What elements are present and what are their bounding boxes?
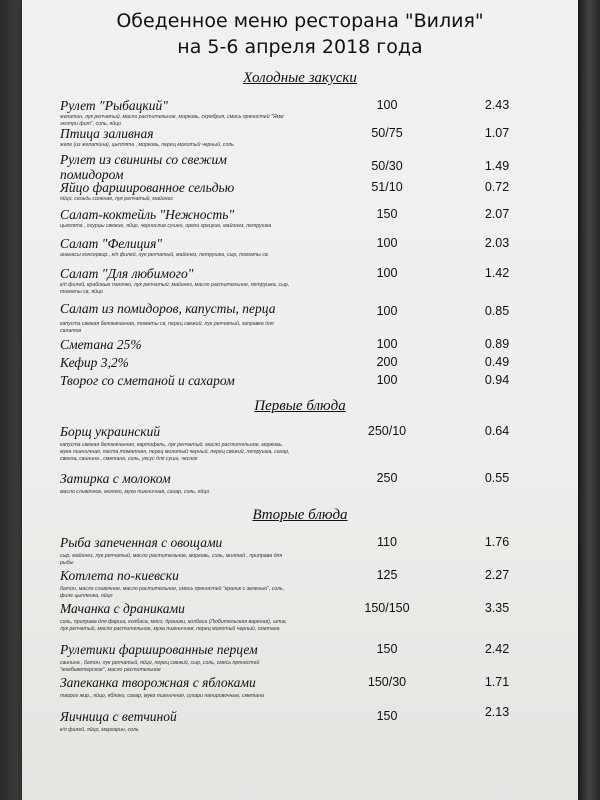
item-weight: 100 <box>376 266 398 280</box>
item-weight: 150 <box>376 207 398 221</box>
item-ingredients: батон, масло сливочное, масло растительное, смесь пряностей "кралик с зеленью", соль, филе цыпленка, яйцо <box>60 586 285 599</box>
item-price: 0.85 <box>484 304 510 318</box>
menu-item <box>60 180 560 203</box>
item-price: 1.71 <box>484 675 510 689</box>
item-name: Мачанка с драниками <box>60 601 185 616</box>
item-price: 2.42 <box>484 642 510 656</box>
item-name: Рулет "Рыбацкий" <box>60 98 168 113</box>
item-price: 2.03 <box>484 236 510 250</box>
item-price: 1.49 <box>484 159 510 173</box>
item-weight: 50/30 <box>371 159 403 173</box>
item-ingredients: сыр, майонез, лук репчатый, масло растительное, морковь, соль, минтай , приправа для рыбы <box>60 553 283 566</box>
menu-item <box>60 236 560 259</box>
item-ingredients: свинина , батон, лук репчатый, яйцо, перец свежий, сыр, соль, смесь пряностей "комбиветерское", масло растительное <box>60 660 260 673</box>
item-ingredients: цыплята , огурцы свежие, яйцо, чернослив сушен, орехи грецкие, майонез, петрушка <box>60 223 272 229</box>
item-name: Сметана 25% <box>60 337 142 352</box>
item-ingredients: ананасы консервир., к/п филей, лук репчатый, майонез, петрушка, сыр, томаты св. <box>60 252 270 258</box>
section-first-courses: Первые блюда <box>254 398 346 414</box>
item-price: 2.13 <box>484 705 510 719</box>
item-ingredients: желатин, лук репчатый, масло растительное, морковь, скумбрия, смесь пряностей "Ямм экотри фит", соль, яйцо <box>60 114 284 127</box>
item-weight: 50/75 <box>371 126 403 140</box>
item-ingredients: масло сливочное, молоко, мука пшеничная, сахар, соль, яйцо <box>60 489 210 495</box>
menu-item <box>60 705 560 734</box>
item-weight: 150 <box>376 709 398 723</box>
item-name: Салат "Фелиция" <box>60 236 163 251</box>
menu-item <box>60 207 560 230</box>
item-price: 1.76 <box>484 535 510 549</box>
item-price: 0.64 <box>484 424 510 438</box>
item-weight: 150/30 <box>367 675 407 689</box>
item-name: Салат из помидоров, капусты, перца <box>60 301 276 316</box>
item-weight: 200 <box>376 355 398 369</box>
item-price: 0.72 <box>484 180 510 194</box>
item-name: Птица заливная <box>60 126 154 141</box>
item-price: 0.94 <box>484 373 510 387</box>
item-weight: 250/10 <box>367 424 407 438</box>
item-weight: 100 <box>376 373 398 387</box>
item-name: Кефир 3,2% <box>60 355 129 370</box>
item-ingredients: яйцо, сельдь соленая, лук репчатый, майонез <box>60 196 173 202</box>
item-price: 3.35 <box>484 601 510 615</box>
menu-item <box>60 535 560 567</box>
item-name: Рулет из свинины со свежим помидором <box>60 152 227 182</box>
item-price: 0.49 <box>484 355 510 369</box>
item-name: Салат "Для любимого" <box>60 266 194 281</box>
menu-title: Обеденное меню ресторана "Вилия" <box>116 10 484 32</box>
item-price: 2.07 <box>484 207 510 221</box>
menu-item <box>60 266 560 296</box>
item-name: Яичница с ветчиной <box>60 709 177 724</box>
menu-item <box>60 601 560 633</box>
item-ingredients: капуста свежая белокачанная, картофель, лук репчатый, масло растительное, морковь, мука пшеничная, паста томатная, перец молотый черный, перец свежий, петрушка, сахар, свекла, свинина , сметана, соль, уксус для суши, чеснок <box>60 442 290 462</box>
item-ingredients: творог жир., яйцо, яблоки, сахар, мука пшеничная, сухари панировочные, сметана <box>60 693 264 699</box>
item-name: Запеканка творожная с яблоками <box>60 675 256 690</box>
menu-sheet <box>22 0 578 800</box>
item-weight: 150/150 <box>364 601 410 615</box>
menu-date: на 5-6 апреля 2018 года <box>177 36 423 58</box>
menu-item <box>60 98 560 128</box>
item-weight: 150 <box>376 642 398 656</box>
item-name: Котлета по-киевски <box>60 568 179 583</box>
item-price: 2.27 <box>484 568 510 582</box>
item-name: Творог со сметаной и сахаром <box>60 373 235 388</box>
item-price: 0.89 <box>484 337 510 351</box>
item-name: Затирка с молоком <box>60 471 171 486</box>
menu-item <box>60 568 560 600</box>
item-weight: 100 <box>376 304 398 318</box>
menu-item <box>60 373 560 388</box>
item-name: Яйцо фаршированное сельдью <box>60 180 235 195</box>
item-name: Салат-коктейль "Нежность" <box>60 207 235 222</box>
item-ingredients: к/п филей, крабовые палочки, лук репчатый, майонез, масло растительное, петрушка, сыр, томаты св, яйцо <box>60 282 290 295</box>
section-second-courses: Вторые блюда <box>252 507 348 523</box>
item-name: Рулетики фаршированные перцем <box>60 642 258 657</box>
item-name: Рыба запеченная с овощами <box>60 535 223 550</box>
menu-binder-edge <box>578 0 600 800</box>
item-weight: 100 <box>376 337 398 351</box>
item-weight: 110 <box>377 535 397 549</box>
menu-item <box>60 675 560 700</box>
item-weight: 100 <box>376 98 398 112</box>
menu-item <box>60 642 560 674</box>
item-ingredients: желе (из желатина), цыплята , морковь, перец молотый черный, соль <box>60 142 234 148</box>
item-name: Борщ украинский <box>60 424 161 439</box>
item-weight: 100 <box>376 236 398 250</box>
menu-item <box>60 126 560 149</box>
section-cold-appetizers: Холодные закуски <box>243 70 357 86</box>
item-ingredients: соль, приправа для фарша, колбаса, мясо, драники, колбаса (Любительская вареная), шпик, лук репчатый, масло растительное, мука пшеничная, перец молотый черный, сметана <box>60 619 287 632</box>
item-price: 0.55 <box>484 471 510 485</box>
item-ingredients: капуста свежая белокачанная, томаты св, перец свежий, лук репчатый, заправка для салатов <box>60 321 274 334</box>
item-price: 1.07 <box>484 126 510 140</box>
menu-item <box>60 301 560 335</box>
item-ingredients: к/п филей, яйцо, маргарин, соль <box>60 727 139 733</box>
menu-item <box>60 471 560 496</box>
item-weight: 51/10 <box>371 180 403 194</box>
item-weight: 250 <box>376 471 398 485</box>
menu-item <box>60 355 560 370</box>
item-weight: 125 <box>376 568 398 582</box>
menu-item <box>60 337 560 352</box>
menu-item <box>60 152 560 182</box>
item-price: 2.43 <box>484 98 510 112</box>
menu-item <box>60 424 560 463</box>
item-price: 1.42 <box>484 266 510 280</box>
